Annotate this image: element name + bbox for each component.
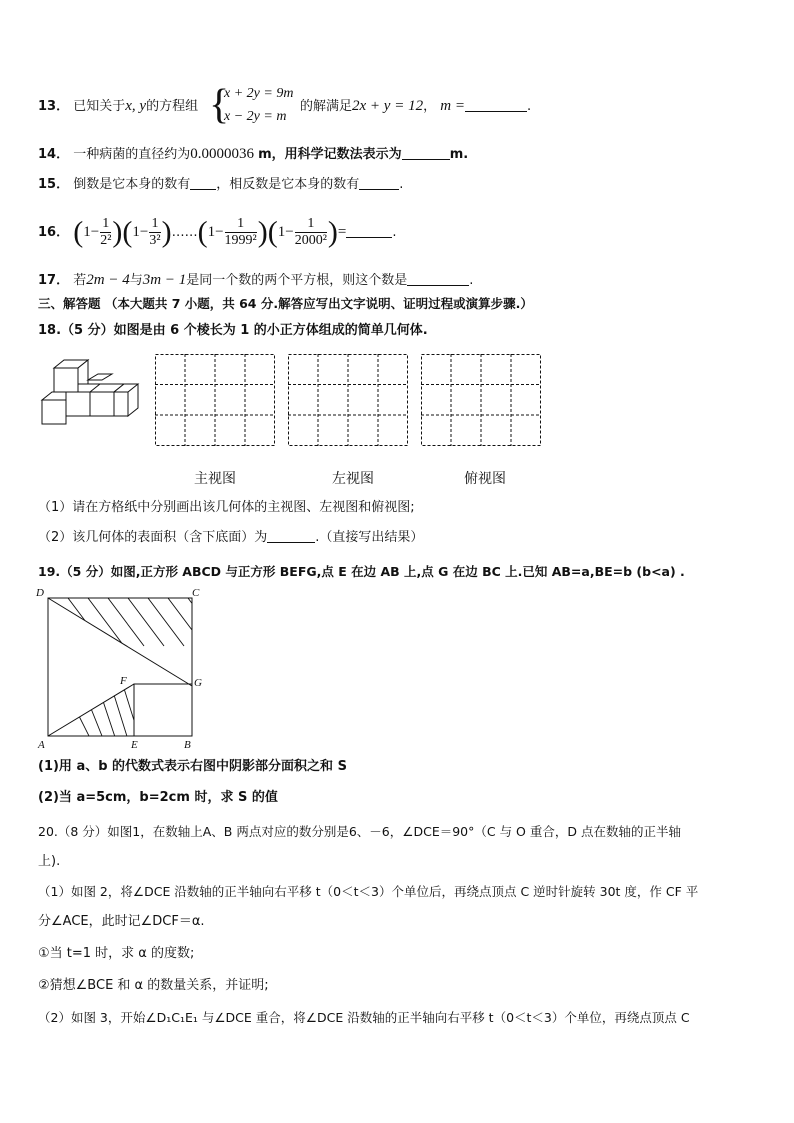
question-text: 的解满足: [300, 99, 353, 114]
equals: =: [337, 224, 347, 240]
fraction: $\frac{1}{\text{1999²}}$: [224, 216, 257, 248]
question-13-continued: [300, 96, 758, 117]
question-text: （2）该几何体的表面积（含下底面）为: [38, 530, 268, 545]
question-15: [38, 175, 758, 195]
section-heading: 三、解答题 （本大题共 7 小题，共 64 分.解答应写出文字说明、证明过程或演算步骤.）: [38, 296, 533, 311]
comma: ，: [423, 99, 437, 114]
question-text: 已知关于: [73, 99, 126, 114]
question-20-line-6: ②猜想∠BCE 和 α 的数量关系，并证明;: [38, 978, 269, 993]
period: .: [392, 225, 397, 240]
cube-face: [114, 392, 128, 416]
square-figure: [34, 586, 214, 752]
label-E: E: [131, 739, 138, 751]
expression: 3m − 1: [142, 272, 187, 288]
question-19-part-1: (1)用 a、b 的代数式表示右图中阴影部分面积之和 S: [38, 759, 347, 774]
caption-top-view: 俯视图: [464, 471, 506, 487]
fraction: $\frac{1}{\text{2000²}}$: [294, 216, 327, 248]
label-A: A: [38, 739, 45, 751]
question-text: .（直接写出结果）: [315, 530, 424, 545]
cube-face: [54, 368, 78, 392]
caption-front-view: 主视图: [194, 471, 236, 487]
answer-blank[interactable]: [346, 223, 392, 238]
question-19-title: 19.（5 分）如图,正方形 ABCD 与正方形 BEFG,点 E 在边 AB 上,点 G 在边 BC 上.已知 AB=a,BE=b (b<a) .: [38, 564, 685, 579]
equation-2: x − 2y = m: [224, 109, 287, 124]
period: .: [399, 177, 404, 192]
period: .: [526, 99, 532, 114]
question-18-title: 18.（5 分）如图是由 6 个棱长为 1 的小正方体组成的简单几何体.: [38, 323, 428, 338]
question-17: [38, 270, 758, 291]
cube-face: [42, 400, 66, 424]
question-number: 16．: [38, 225, 70, 240]
question-number: 13．: [38, 99, 70, 114]
answer-blank[interactable]: [359, 175, 399, 190]
question-16: 16． (1− $\frac{1}{\text{2²}}$ )(1− $\frac{1}{\text{3²}}$ )……(1− $\frac{1}{\text{1999²}}$ )(1− $\frac{1}{\text{2000²}}$ )= .: [38, 215, 397, 249]
grid-paper-left[interactable]: [288, 354, 408, 446]
cube-face: [90, 392, 114, 416]
answer-blank[interactable]: [190, 175, 216, 190]
question-number: 17．: [38, 273, 70, 288]
question-20-line-4: 分∠ACE，此时记∠DCF＝α.: [38, 914, 205, 929]
question-text: ，相反数是它本身的数有: [216, 177, 360, 192]
grid-paper-front[interactable]: [155, 354, 275, 446]
line-AF: [48, 684, 134, 736]
term: 1−: [207, 224, 224, 240]
fraction: $\frac{1}{\text{3²}}$: [149, 216, 161, 248]
answer-blank[interactable]: [407, 271, 469, 286]
fraction: $\frac{1}{\text{2²}}$: [100, 216, 112, 248]
question-20-line-2: 上).: [38, 854, 61, 869]
term: 1−: [132, 224, 149, 240]
question-text: 一种病菌的直径约为: [73, 147, 191, 162]
question-20-line-5: ①当 t=1 时，求 α 的度数;: [38, 946, 195, 961]
answer-blank[interactable]: [402, 145, 450, 160]
cube-figure: [40, 358, 142, 428]
term: 1−: [83, 224, 100, 240]
question-20-line-7: （2）如图 3，开始∠D₁C₁E₁ 与∠DCE 重合，将∠DCE 沿数轴的正半轴向右平移 t（0＜t＜3）个单位，再绕点顶点 C: [38, 1010, 690, 1025]
condition: 2x + y = 12: [352, 98, 424, 114]
label-D: D: [36, 587, 44, 599]
variables: x, y: [125, 98, 147, 114]
term: 1−: [277, 224, 294, 240]
question-18-part-2: [38, 528, 758, 548]
answer-label: m =: [440, 98, 465, 114]
question-number: 15．: [38, 177, 70, 192]
value: 0.0000036: [190, 146, 254, 162]
cube-top: [88, 374, 112, 380]
question-text: m，用科学记数法表示为: [258, 147, 402, 162]
label-B: B: [184, 739, 191, 751]
question-14: [38, 144, 758, 165]
grid-paper-top[interactable]: [421, 354, 541, 446]
question-text: 倒数是它本身的数有: [73, 177, 191, 192]
question-20-line-3: （1）如图 2，将∠DCE 沿数轴的正半轴向右平移 t（0＜t＜3）个单位后，再绕点顶点 C 逆时针旋转 30t 度，作 CF 平: [38, 884, 699, 899]
expression: 2m − 4: [86, 272, 130, 288]
label-C: C: [192, 587, 200, 599]
question-text: 是同一个数的两个平方根，则这个数是: [186, 273, 408, 288]
line-DG: [48, 598, 192, 686]
question-text: 的方程组: [146, 99, 199, 114]
unit: m.: [449, 147, 469, 162]
period: .: [469, 273, 474, 288]
question-20-line-1: 20.（8 分）如图1，在数轴上A、B 两点对应的数分别是6、－6，∠DCE＝90°（C 与 O 重合，D 点在数轴的正半轴: [38, 824, 681, 839]
question-text: 若: [73, 273, 87, 288]
square-BEFG: [134, 684, 192, 736]
label-F: F: [120, 675, 127, 687]
cube-face: [66, 392, 90, 416]
question-number: 14．: [38, 147, 70, 162]
system-brace: {: [209, 82, 230, 128]
ellipsis: ……: [171, 225, 198, 240]
question-18-part-1: （1）请在方格纸中分别画出该几何体的主视图、左视图和俯视图;: [38, 500, 415, 515]
label-G: G: [194, 677, 202, 689]
answer-blank[interactable]: [267, 528, 315, 543]
question-19-part-2: (2)当 a=5cm，b=2cm 时，求 S 的值: [38, 790, 278, 805]
equation-1: x + 2y = 9m: [224, 86, 294, 101]
answer-blank[interactable]: [465, 97, 527, 112]
question-text: 与: [129, 273, 143, 288]
caption-left-view: 左视图: [332, 471, 374, 487]
